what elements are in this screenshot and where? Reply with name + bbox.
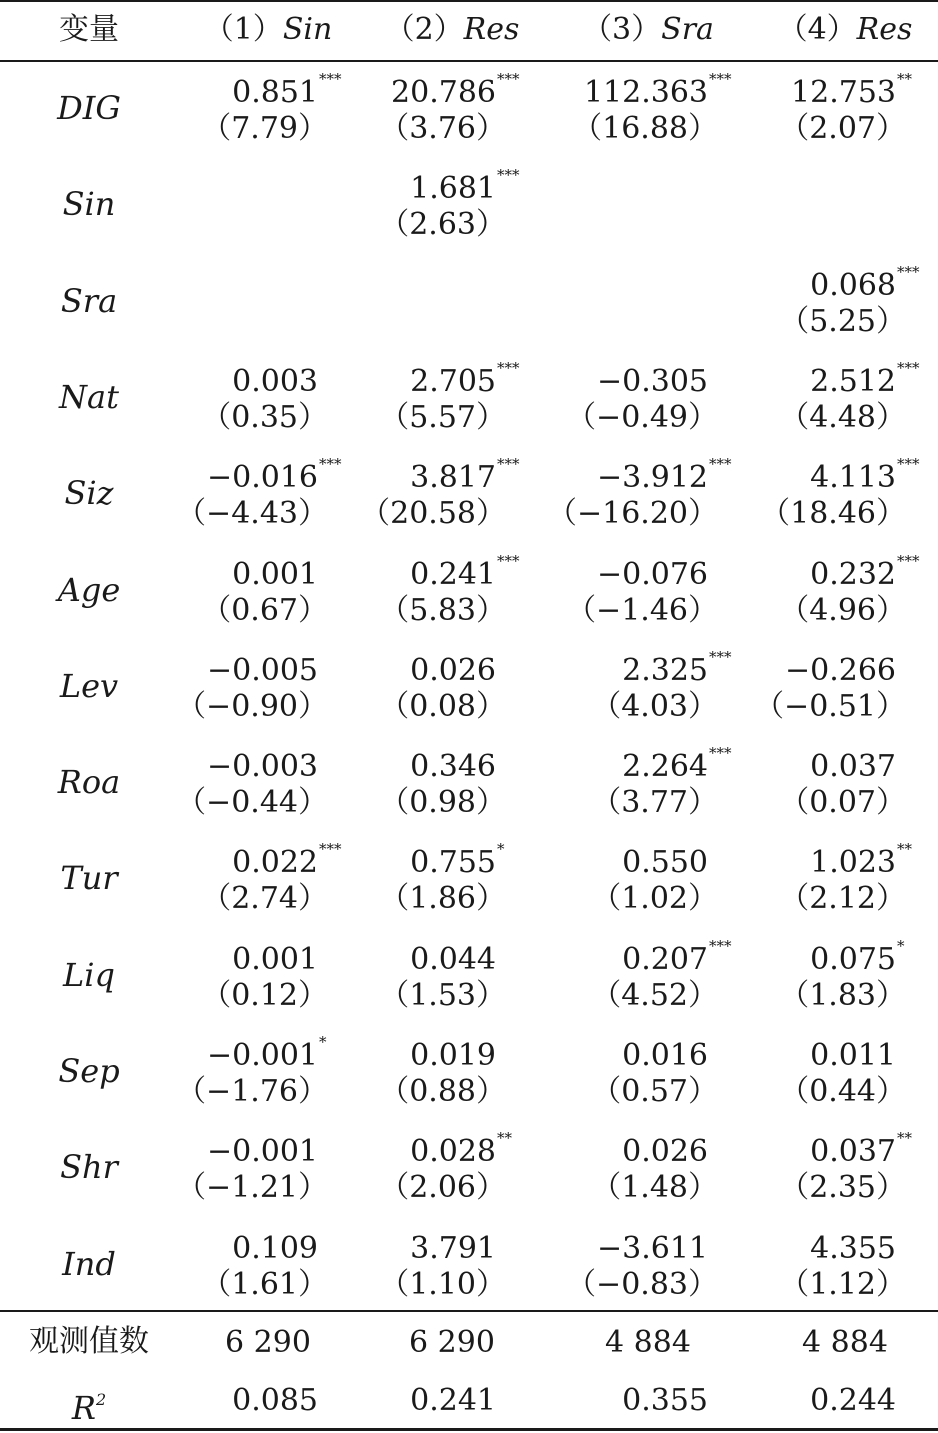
- coefficient-value: 0.016: [622, 1038, 708, 1073]
- coefficient-value: 2.705: [410, 363, 496, 399]
- observations-label: 观测值数: [29, 1324, 149, 1359]
- t-statistic: （0.07）: [779, 785, 906, 821]
- coefficient-value: 1.023: [810, 845, 896, 881]
- coefficient-value: 0.346: [410, 749, 496, 785]
- coefficient-value: 0.001: [232, 556, 318, 592]
- t-statistic: （1.48）: [591, 1170, 718, 1206]
- header-column-number: （4）: [777, 12, 857, 47]
- row-variable-label: Lev: [59, 666, 119, 705]
- t-statistic: （2.07）: [779, 111, 906, 146]
- significance-stars: **: [897, 1129, 912, 1148]
- t-statistic: （2.74）: [201, 881, 328, 917]
- coefficient-value: 3.791: [410, 1230, 496, 1266]
- observations-value: 4 884: [802, 1325, 888, 1360]
- coefficient-value: 20.786: [391, 75, 496, 110]
- coefficient-value: 0.037: [810, 1134, 896, 1170]
- t-statistic: （3.77）: [591, 785, 718, 821]
- coefficient-value: 0.241: [410, 556, 496, 592]
- row-variable-label: Shr: [60, 1148, 118, 1187]
- coefficient-value: 0.109: [232, 1230, 318, 1266]
- coefficient-value: 0.044: [410, 941, 496, 977]
- row-variable-label: Sep: [58, 1052, 120, 1090]
- header-column-1: [178, 14, 358, 46]
- significance-stars: ***: [897, 262, 920, 281]
- header-variable-label: 变量: [59, 12, 119, 47]
- coefficient-value: −3.611: [596, 1230, 708, 1266]
- r-squared-value: 0.241: [410, 1383, 496, 1418]
- coefficient-value: 0.232: [810, 556, 896, 592]
- significance-stars: ***: [709, 70, 732, 88]
- t-statistic: （0.44）: [779, 1074, 906, 1109]
- r-squared-value: 0.085: [232, 1383, 318, 1418]
- t-statistic: （0.88）: [379, 1074, 506, 1109]
- coefficient-value: −0.076: [596, 556, 708, 592]
- t-statistic: （2.06）: [379, 1170, 506, 1206]
- coefficient-value: 112.363: [583, 75, 708, 110]
- t-statistic: （1.86）: [379, 881, 506, 917]
- t-statistic: （0.08）: [379, 688, 506, 724]
- t-statistic: （−1.76）: [176, 1074, 328, 1109]
- t-statistic: （−0.83）: [566, 1266, 718, 1302]
- t-statistic: （0.57）: [591, 1074, 718, 1109]
- header-column-4: [755, 14, 935, 46]
- significance-stars: ***: [497, 166, 520, 185]
- coefficient-value: 2.512: [810, 363, 896, 399]
- significance-stars: *: [319, 1033, 327, 1051]
- row-variable-label: Age: [57, 570, 121, 609]
- coefficient-value: −0.001: [206, 1134, 318, 1170]
- t-statistic: （5.57）: [379, 399, 506, 435]
- t-statistic: （−1.46）: [566, 592, 718, 628]
- coefficient-value: 3.817: [410, 460, 496, 496]
- coefficient-value: 0.022: [232, 845, 318, 881]
- significance-stars: ***: [319, 455, 342, 474]
- t-statistic: （−0.49）: [566, 399, 718, 435]
- r-squared-base: R: [71, 1389, 96, 1427]
- t-statistic: （1.10）: [379, 1266, 506, 1302]
- t-statistic: （1.12）: [779, 1266, 906, 1302]
- t-statistic: （2.63）: [379, 207, 506, 243]
- coefficient-value: 4.113: [810, 460, 896, 496]
- significance-stars: ***: [497, 551, 520, 570]
- significance-stars: ***: [319, 840, 342, 859]
- t-statistic: （−1.21）: [176, 1170, 328, 1206]
- row-variable-label: Siz: [64, 474, 114, 513]
- significance-stars: ***: [319, 70, 342, 88]
- r-squared-value: 0.355: [622, 1383, 708, 1418]
- coefficient-value: −3.912: [596, 460, 708, 496]
- row-variable-label: Sin: [62, 185, 116, 224]
- coefficient-value: 0.026: [410, 652, 496, 688]
- header-column-name: Sin: [282, 12, 333, 47]
- observations-value: 6 290: [225, 1325, 311, 1360]
- t-statistic: （4.48）: [779, 399, 906, 435]
- observations-value: 4 884: [605, 1325, 691, 1360]
- header-column-2: [362, 14, 542, 46]
- significance-stars: ***: [709, 744, 732, 763]
- header-column-number: （2）: [384, 12, 464, 47]
- coefficient-value: 1.681: [410, 171, 496, 207]
- t-statistic: （4.52）: [591, 977, 718, 1013]
- t-statistic: （0.67）: [201, 592, 328, 628]
- row-variable-label: Nat: [59, 377, 119, 416]
- t-statistic: （5.83）: [379, 592, 506, 628]
- r-squared-label: [0, 1384, 178, 1427]
- t-statistic: （5.25）: [779, 303, 906, 339]
- coefficient-value: 0.037: [810, 749, 896, 785]
- t-statistic: （2.35）: [779, 1170, 906, 1206]
- row-variable-label: Ind: [62, 1244, 116, 1283]
- coefficient-value: 0.075: [810, 941, 896, 977]
- coefficient-value: 0.068: [810, 267, 896, 303]
- r-squared-value: 0.244: [810, 1383, 896, 1418]
- header-column-name: Res: [856, 12, 913, 47]
- t-statistic: （1.83）: [779, 977, 906, 1013]
- coefficient-value: −0.005: [206, 652, 318, 688]
- t-statistic: （18.46）: [760, 496, 906, 532]
- significance-stars: ***: [709, 647, 732, 666]
- coefficient-value: 0.028: [410, 1134, 496, 1170]
- row-variable-label: Sra: [60, 281, 118, 320]
- coefficient-value: −0.003: [206, 749, 318, 785]
- t-statistic: （−4.43）: [176, 496, 328, 532]
- t-statistic: （2.12）: [779, 881, 906, 917]
- t-statistic: （−0.90）: [176, 688, 328, 724]
- t-statistic: （−0.51）: [754, 688, 906, 724]
- coefficient-value: −0.305: [596, 363, 708, 399]
- significance-stars: ***: [497, 358, 520, 377]
- significance-stars: *: [497, 840, 505, 859]
- t-statistic: （3.76）: [379, 111, 506, 146]
- t-statistic: （1.53）: [379, 977, 506, 1013]
- significance-stars: **: [897, 840, 912, 859]
- significance-stars: ***: [497, 70, 520, 88]
- coefficient-value: 0.001: [232, 941, 318, 977]
- coefficient-value: 0.550: [622, 845, 708, 881]
- t-statistic: （0.12）: [201, 977, 328, 1013]
- observations-value: 6 290: [409, 1325, 495, 1360]
- bottom-rule: [0, 1428, 938, 1431]
- significance-stars: *: [897, 936, 905, 955]
- t-statistic: （7.79）: [201, 111, 328, 146]
- row-variable-label: Tur: [60, 859, 118, 898]
- t-statistic: （0.98）: [379, 785, 506, 821]
- significance-stars: **: [497, 1129, 512, 1148]
- footer-rule: [0, 1310, 938, 1312]
- coefficient-value: 4.355: [810, 1230, 896, 1266]
- coefficient-value: 0.019: [410, 1038, 496, 1073]
- top-rule: [0, 0, 938, 2]
- t-statistic: （1.02）: [591, 881, 718, 917]
- header-column-number: （1）: [203, 12, 283, 47]
- significance-stars: ***: [497, 455, 520, 474]
- significance-stars: ***: [897, 551, 920, 570]
- coefficient-value: 0.011: [810, 1038, 896, 1073]
- row-variable-label: DIG: [57, 89, 121, 127]
- t-statistic: （1.61）: [201, 1266, 328, 1302]
- t-statistic: （−0.44）: [176, 785, 328, 821]
- row-variable-label: Liq: [63, 955, 115, 994]
- header-column-3: [558, 14, 738, 46]
- significance-stars: **: [897, 70, 912, 88]
- significance-stars: ***: [709, 455, 732, 474]
- header-column-name: Res: [463, 12, 520, 47]
- coefficient-value: 0.207: [622, 941, 708, 977]
- significance-stars: ***: [709, 936, 732, 955]
- t-statistic: （4.96）: [779, 592, 906, 628]
- t-statistic: （20.58）: [360, 496, 506, 532]
- t-statistic: （0.35）: [201, 399, 328, 435]
- header-column-name: Sra: [661, 12, 714, 47]
- coefficient-value: 2.325: [622, 652, 708, 688]
- coefficient-value: 0.851: [232, 75, 318, 110]
- t-statistic: （16.88）: [572, 111, 718, 146]
- t-statistic: （4.03）: [591, 688, 718, 724]
- coefficient-value: −0.266: [784, 652, 896, 688]
- significance-stars: ***: [897, 455, 920, 474]
- header-rule: [0, 60, 938, 62]
- coefficient-value: −0.001: [206, 1038, 318, 1073]
- coefficient-value: 12.753: [791, 75, 896, 110]
- coefficient-value: 0.755: [410, 845, 496, 881]
- coefficient-value: −0.016: [206, 460, 318, 496]
- r-squared-superscript: 2: [95, 1390, 107, 1409]
- coefficient-value: 2.264: [622, 749, 708, 785]
- coefficient-value: 0.026: [622, 1134, 708, 1170]
- t-statistic: （−16.20）: [546, 496, 718, 532]
- significance-stars: ***: [897, 358, 920, 377]
- coefficient-value: 0.003: [232, 363, 318, 399]
- header-column-number: （3）: [582, 12, 662, 47]
- row-variable-label: Roa: [57, 763, 121, 802]
